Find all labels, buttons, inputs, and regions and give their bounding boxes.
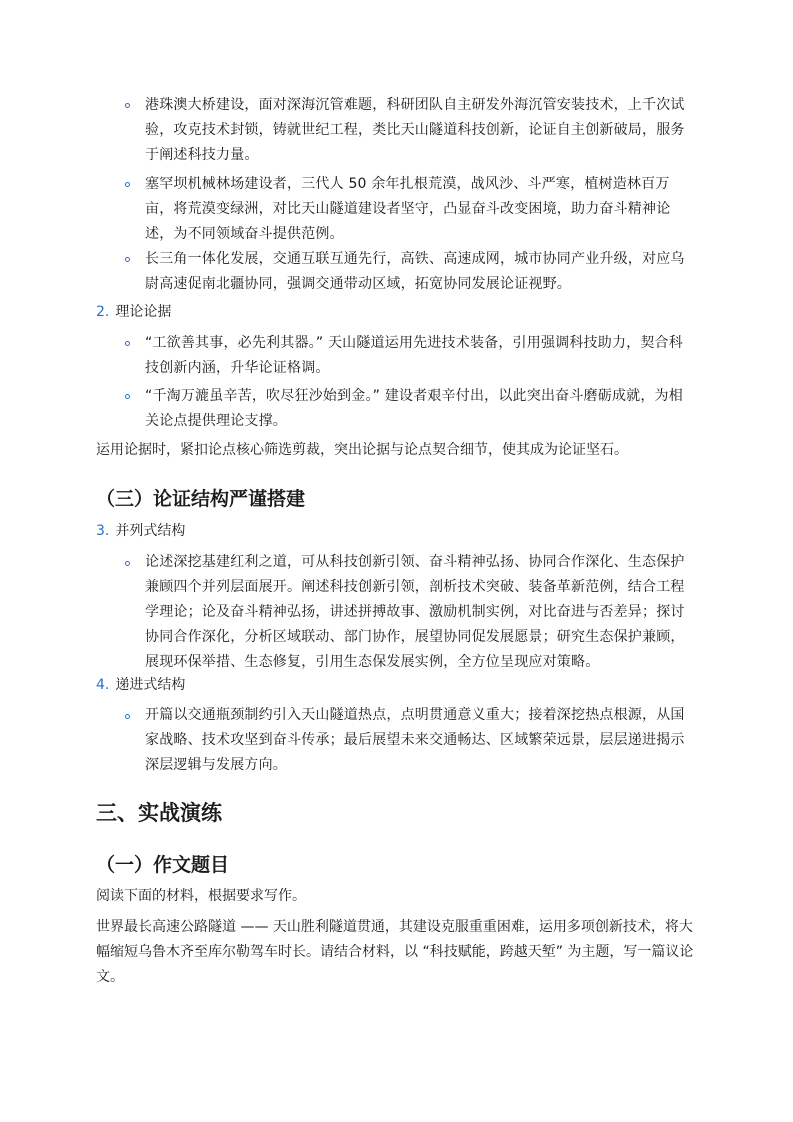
list-item: 开篇以交通瓶颈制约引入天山隧道热点，点明贯通意义重大；接着深挖热点根源，从国家战略、技术攻坚到奋斗传承；最后展望未来交通畅达、区域繁荣远景，层层递进揭示深层逻辑与发展方向。 <box>145 707 685 773</box>
bullet-icon <box>125 341 130 346</box>
bullet-icon <box>125 561 130 566</box>
item-number: 2. <box>96 304 110 320</box>
list-item: 塞罕坝机械林场建设者，三代人 50 余年扎根荒漠，战风沙、斗严寒，植树造林百万亩，将荒漠变绿洲，对比天山隧道建设者坚守，凸显奋斗改变困境，助力奋斗精神论述，为不同领域奋斗提供范例。 <box>145 176 671 242</box>
numbered-item-theory <box>96 302 171 322</box>
list-item: 论述深挖基建红利之道，可从科技创新引领、奋斗精神弘扬、协同合作深化、生态保护兼顾四个并列层面展开。阐述科技创新引领，剖析技术突破、装备革新范例，结合工程学理论；论及奋斗精神弘扬，讲述拼搏故事、激励机制实例，对比奋进与否差异；探讨协同合作深化，分析区域联动、部门协作，展望协同促发展愿景；研究生态保护兼顾，展现环保举措、生态修复，引用生态保发展实例，全方位呈现应对策略。 <box>145 554 685 670</box>
summary-paragraph: 运用论据时，紧扣论点核心筛选剪裁，突出论据与论点契合细节，使其成为论证坚石。 <box>96 442 628 458</box>
chapter-heading: 三、实战演练 <box>96 800 222 825</box>
item-label: 并列式结构 <box>115 523 186 539</box>
numbered-item-progressive <box>96 675 185 695</box>
bullet-icon <box>125 182 130 187</box>
list-item: 港珠澳大桥建设，面对深海沉管难题，科研团队自主研发外海沉管安装技术，上千次试验，攻克技术封锁，铸就世纪工程，类比天山隧道科技创新，论证自主创新破局，服务于阐述科技力量。 <box>145 97 685 163</box>
section-heading: （一）作文题目 <box>96 854 230 876</box>
bullet-icon <box>125 714 130 719</box>
numbered-item-parallel <box>96 521 185 541</box>
bullet-icon <box>125 257 130 262</box>
section-heading: （三）论证结构严谨搭建 <box>96 488 306 510</box>
list-item: 长三角一体化发展，交通互联互通先行，高铁、高速成网，城市协同产业升级，对应乌尉高速促南北疆协同，强调交通带动区域，拓宽协同发展论证视野。 <box>145 251 685 292</box>
item-label: 递进式结构 <box>115 677 186 693</box>
item-number: 4. <box>96 677 110 693</box>
item-label: 理论论据 <box>115 304 172 320</box>
instruction-paragraph: 阅读下面的材料，根据要求写作。 <box>96 888 306 904</box>
item-number: 3. <box>96 523 110 539</box>
list-item: “千淘万漉虽辛苦，吹尽狂沙始到金。” 建设者艰辛付出，以此突出奋斗磨砺成就，为相关论点提供理论支撑。 <box>145 388 683 429</box>
bullet-icon <box>125 394 130 399</box>
list-item: “工欲善其事，必先利其器。” 天山隧道运用先进技术装备，引用强调科技助力，契合科技创新内涵，升华论证格调。 <box>145 335 683 376</box>
bullet-icon <box>125 103 130 108</box>
material-paragraph: 世界最长高速公路隧道 —— 天山胜利隧道贯通，其建设克服重重困难，运用多项创新技术，将大幅缩短乌鲁木齐至库尔勒驾车时长。请结合材料，以 “科技赋能，跨越天堑” 为主题，写一篇议论文。 <box>96 919 694 985</box>
